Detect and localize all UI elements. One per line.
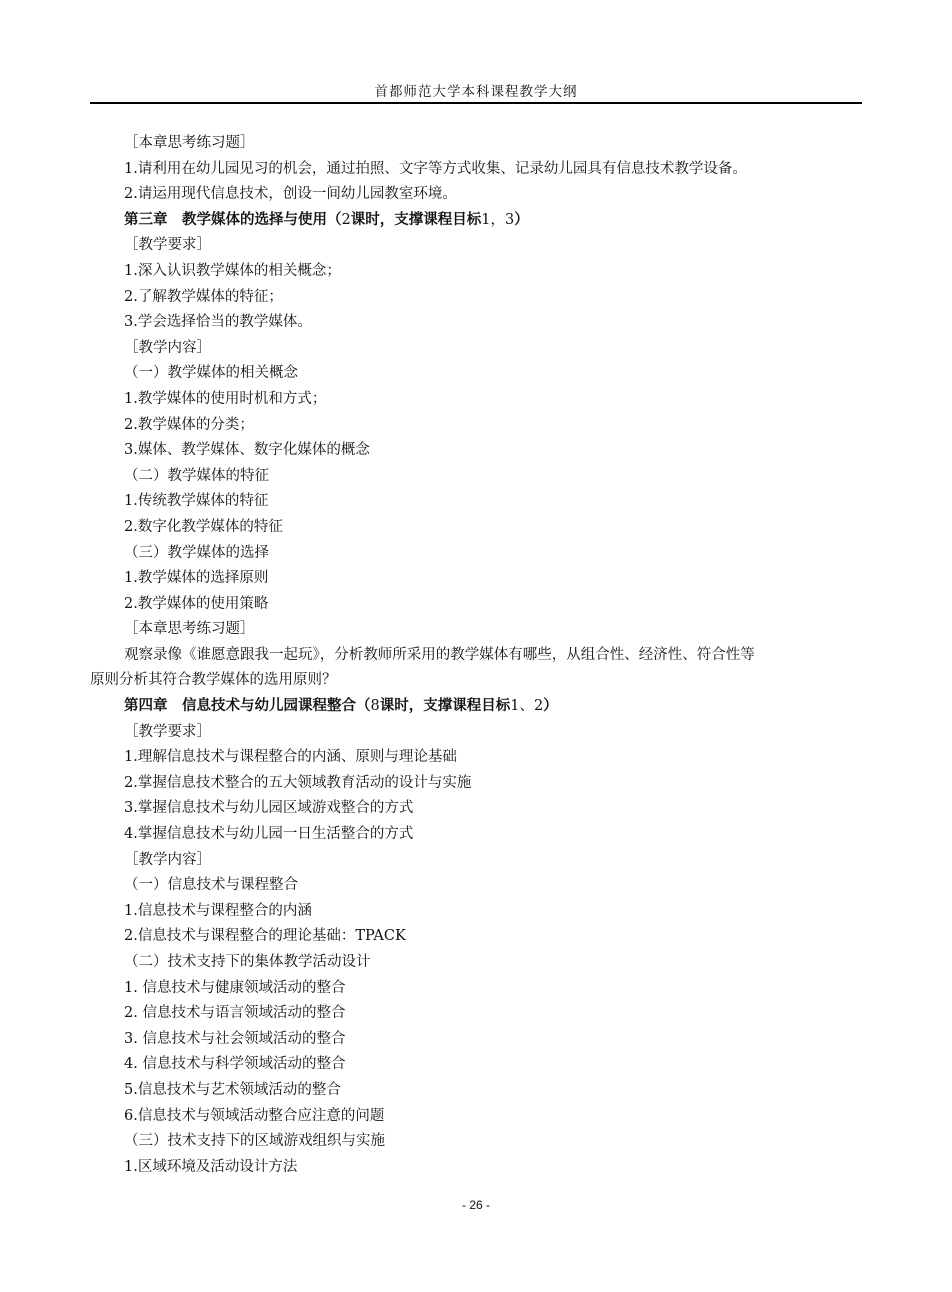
text-line: 4.掌握信息技术与幼儿园一日生活整合的方式 (124, 826, 414, 843)
text-line: ［教学内容］ (124, 851, 211, 868)
text-line: 2.请运用现代信息技术，创设一间幼儿园教室环境。 (124, 186, 457, 203)
chapter-heading-part: 1，3 (481, 211, 515, 228)
paragraph (90, 643, 862, 694)
text-line: （二）技术支持下的集体教学活动设计 (124, 954, 371, 970)
text-line: 1. 信息技术与健康领域活动的整合 (124, 979, 346, 996)
text-line: ［教学要求］ (124, 723, 211, 740)
paragraph-line: 观察录像《谁愿意跟我一起玩》，分析教师所采用的教学媒体有哪些，从组合性、经济性、符合性等 (124, 646, 755, 663)
text-line: ［教学要求］ (124, 237, 211, 254)
text-line: 3.学会选择恰当的教学媒体。 (124, 314, 312, 331)
text-line: 3.掌握信息技术与幼儿园区域游戏整合的方式 (124, 800, 414, 817)
text-line: 2.教学媒体的分类； (124, 416, 254, 433)
chapter-heading-part: 8 (370, 698, 380, 715)
chapter-heading-part: 课时，支撑课程目标 (350, 211, 482, 228)
page-header: 首都师范大学本科课程教学大纲 (374, 84, 578, 100)
text-line: 6.信息技术与领域活动整合应注意的问题 (124, 1107, 385, 1124)
chapter-heading-part: 2 (341, 211, 351, 228)
text-line: 1.信息技术与课程整合的内涵 (124, 902, 312, 919)
page-number: - 26 - (461, 1198, 490, 1212)
text-line: ［本章思考练习题］ (124, 135, 255, 151)
text-line: （二）教学媒体的特征 (124, 467, 269, 484)
text-line: 1.理解信息技术与课程整合的内涵、原则与理论基础 (124, 749, 457, 766)
text-line: 5.信息技术与艺术领域活动的整合 (124, 1081, 341, 1098)
header-rule (90, 102, 862, 104)
document-body (90, 131, 862, 1180)
text-line: （一）信息技术与课程整合 (124, 877, 298, 894)
text-line: 1.请利用在幼儿园见习的机会，通过拍照、文字等方式收集、记录幼儿园具有信息技术教学设备。 (124, 160, 747, 177)
text-line: 1.传统教学媒体的特征 (124, 493, 269, 510)
chapter-heading-part: 课时，支撑课程目标 (379, 698, 511, 715)
chapter-heading (90, 208, 862, 234)
text-line: 1.教学媒体的选择原则 (124, 570, 269, 587)
text-line: 2. 信息技术与语言领域活动的整合 (124, 1005, 346, 1022)
chapter-heading-part: 第三章 教学媒体的选择与使用（ (124, 211, 342, 228)
chapter-heading-part: 第四章 信息技术与幼儿园课程整合（ (124, 698, 371, 715)
text-line: ［教学内容］ (124, 339, 211, 356)
text-line: 1.深入认识教学媒体的相关概念； (124, 262, 341, 279)
paragraph-line: 原则分析其符合教学媒体的选用原则？ (90, 672, 337, 689)
text-line: 1.区域环境及活动设计方法 (124, 1158, 298, 1175)
chapter-heading-part: 1、2 (510, 698, 544, 715)
chapter-heading-part: ） (543, 698, 558, 715)
text-line: （三）技术支持下的区域游戏组织与实施 (124, 1133, 385, 1150)
text-line: 4. 信息技术与科学领域活动的整合 (124, 1056, 346, 1073)
text-line: 2.信息技术与课程整合的理论基础：TPACK (124, 928, 406, 945)
text-line: 2.数字化教学媒体的特征 (124, 518, 283, 535)
text-line: 1.教学媒体的使用时机和方式； (124, 390, 327, 407)
text-line: 3.媒体、教学媒体、数字化媒体的概念 (124, 442, 370, 459)
text-line: ［本章思考练习题］ (124, 621, 255, 638)
text-line: 2.掌握信息技术整合的五大领域教育活动的设计与实施 (124, 774, 472, 791)
chapter-heading-part: ） (514, 211, 529, 228)
text-line: （一）教学媒体的相关概念 (124, 365, 298, 382)
text-line: 2.教学媒体的使用策略 (124, 595, 269, 612)
text-line: （三）教学媒体的选择 (124, 544, 269, 561)
chapter-heading (90, 694, 862, 720)
text-line: 2.了解教学媒体的特征； (124, 288, 283, 305)
text-line: 3. 信息技术与社会领域活动的整合 (124, 1030, 346, 1047)
